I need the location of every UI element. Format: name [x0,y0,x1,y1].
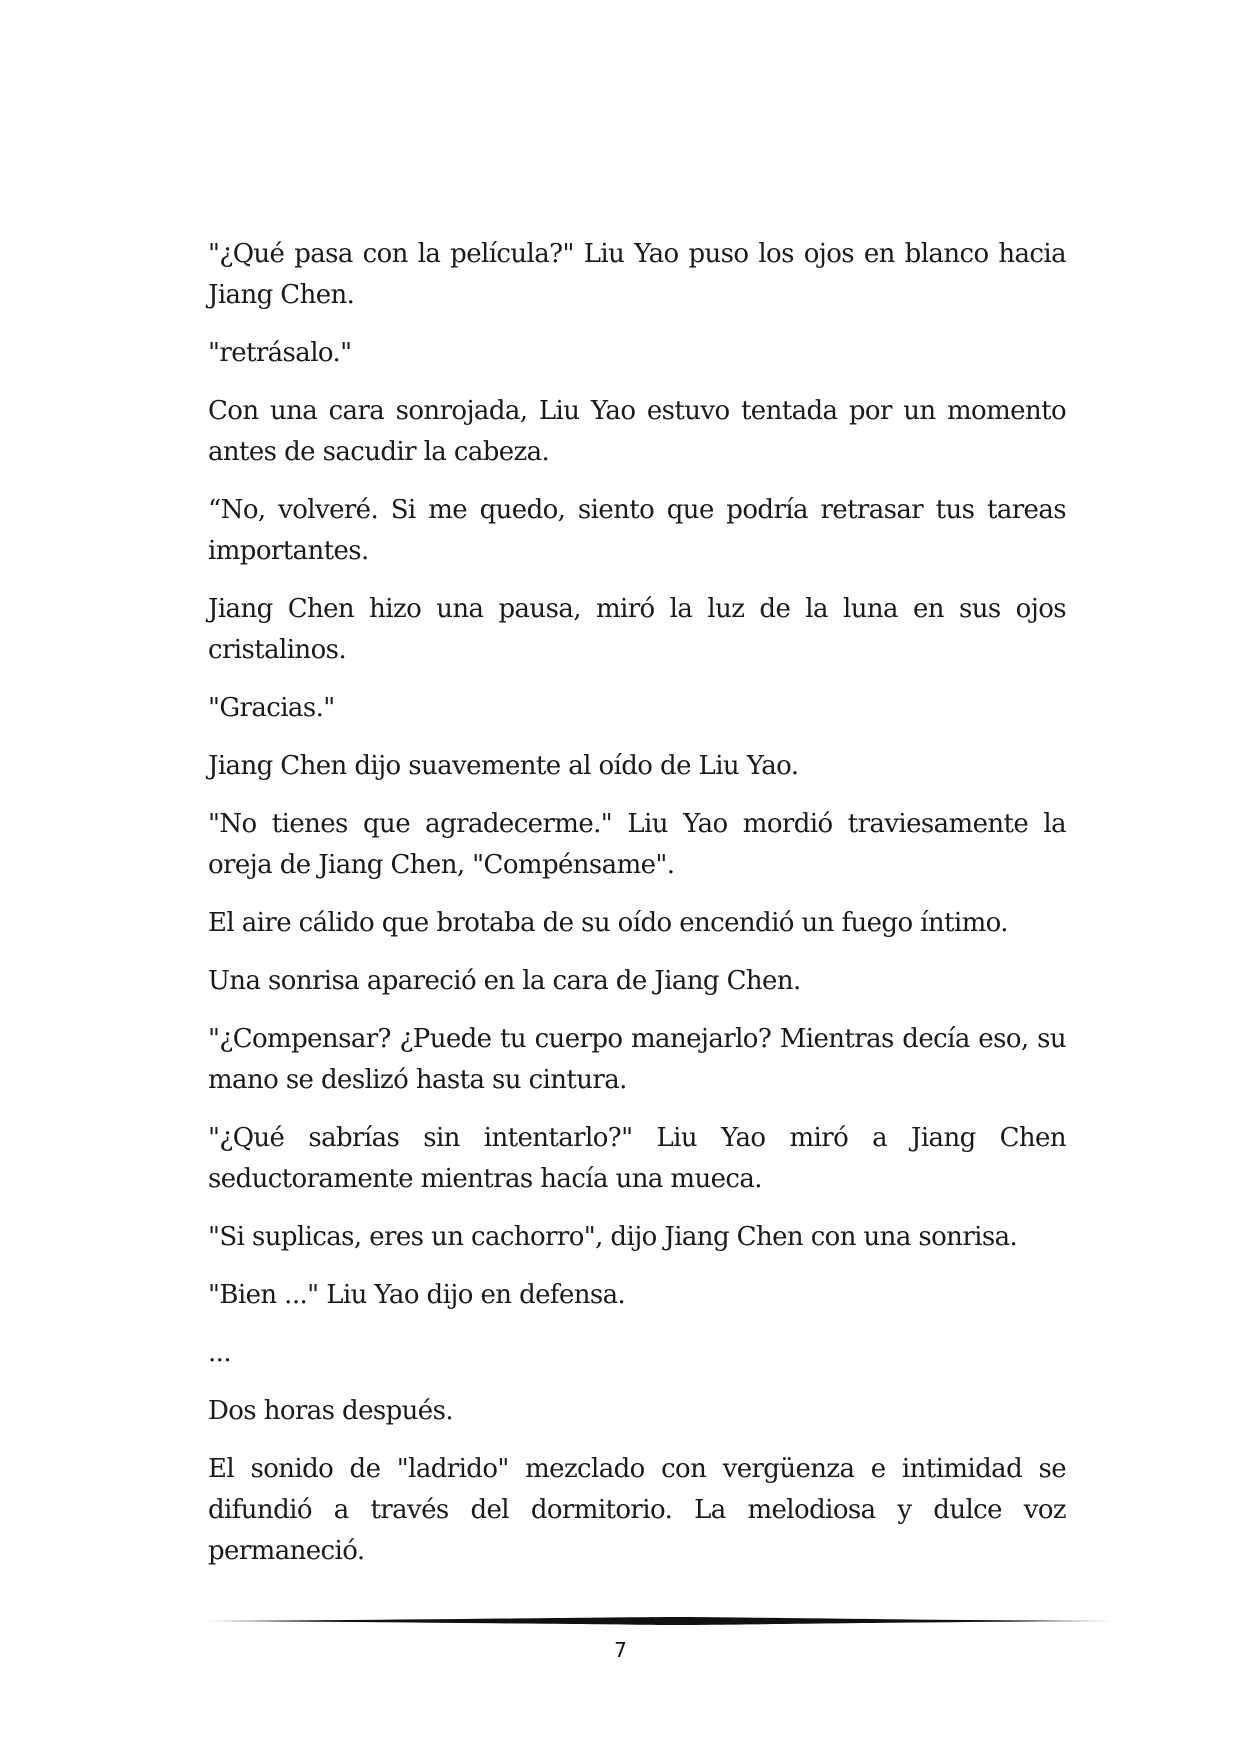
paragraph: Dos horas después. [208,1396,453,1426]
paragraph: "Gracias." [208,693,335,723]
paragraph: Jiang Chen dijo suavemente al oído de Liu Yao. [208,751,799,781]
paragraph: El sonido de "ladrido" mezclado con vergüenza e intimidad se difundió a través del dormitorio. La melodiosa y dulce voz permaneció. [208,1454,1066,1566]
paragraph: Con una cara sonrojada, Liu Yao estuvo tentada por un momento antes de sacudir la cabeza. [208,396,1066,467]
footer-rule [207,1617,1111,1625]
paragraph: ... [208,1338,231,1368]
paragraph: Jiang Chen hizo una pausa, miró la luz de la luna en sus ojos cristalinos. [208,594,1066,665]
paragraph: Una sonrisa apareció en la cara de Jiang Chen. [208,966,801,996]
paragraph: "Si suplicas, eres un cachorro", dijo Jiang Chen con una sonrisa. [208,1222,1018,1252]
paragraph: "No tienes que agradecerme." Liu Yao mordió traviesamente la oreja de Jiang Chen, "Compénsame". [208,809,1066,880]
paragraph: "Bien ..." Liu Yao dijo en defensa. [208,1280,626,1310]
paragraph: El aire cálido que brotaba de su oído encendió un fuego íntimo. [208,908,1008,938]
paragraph: "retrásalo." [208,338,352,368]
page-number: 7 [614,1638,627,1662]
paragraph: "¿Qué pasa con la película?" Liu Yao puso los ojos en blanco hacia Jiang Chen. [208,239,1066,310]
paragraph: "¿Compensar? ¿Puede tu cuerpo manejarlo? Mientras decía eso, su mano se deslizó hasta su cintura. [208,1024,1066,1095]
paragraph: "¿Qué sabrías sin intentarlo?" Liu Yao miró a Jiang Chen seductoramente mientras hacía una mueca. [208,1123,1066,1194]
body-text [208,234,1066,1589]
paragraph: “No, volveré. Si me quedo, siento que podría retrasar tus tareas importantes. [208,495,1066,566]
